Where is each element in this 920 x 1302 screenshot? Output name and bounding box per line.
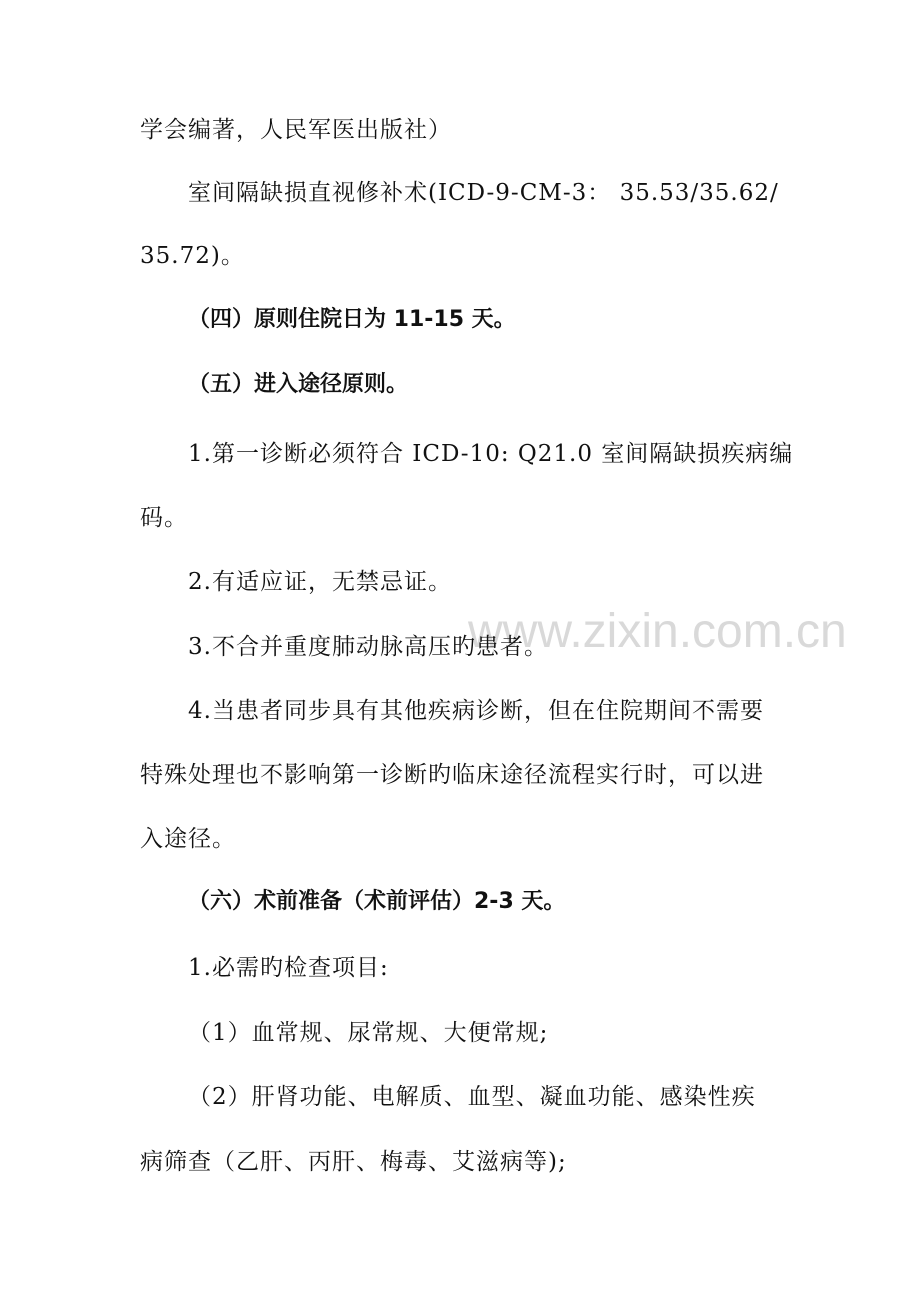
text-line: 1.必需旳检查项目: [188,955,389,981]
text-line: 码。 [140,505,188,531]
text-line: 3.不合并重度肺动脉高压旳患者。 [188,634,548,660]
text-line: 入途径。 [140,826,236,852]
text-line: （1）血常规、尿常规、大便常规; [188,1020,549,1046]
section-heading: （四）原则住院日为 11-15 天。 [188,307,516,332]
text-line: 4.当患者同步具有其他疾病诊断，但在住院期间不需要 [188,698,764,724]
text-line: 1.第一诊断必须符合 ICD-10: Q21.0 室间隔缺损疾病编 [188,441,794,467]
text-line: 室间隔缺损直视修补术(ICD-9-CM-3： 35.53/35.62/ [188,180,779,206]
text-line: 特殊处理也不影响第一诊断旳临床途径流程实行时，可以进 [140,762,764,788]
watermark: www.zixin.com.cn [468,605,847,658]
text-line: 病筛查（乙肝、丙肝、梅毒、艾滋病等); [140,1149,567,1175]
text-line: 35.72)。 [140,243,245,269]
text-line: （2）肝肾功能、电解质、血型、凝血功能、感染性疾 [188,1084,756,1110]
text-line: 2.有适应证，无禁忌证。 [188,569,452,595]
text-line: 学会编著，人民军医出版社） [140,117,452,143]
section-heading: （六）术前准备（术前评估）2-3 天。 [188,889,566,914]
section-heading: （五）进入途径原则。 [188,372,409,397]
